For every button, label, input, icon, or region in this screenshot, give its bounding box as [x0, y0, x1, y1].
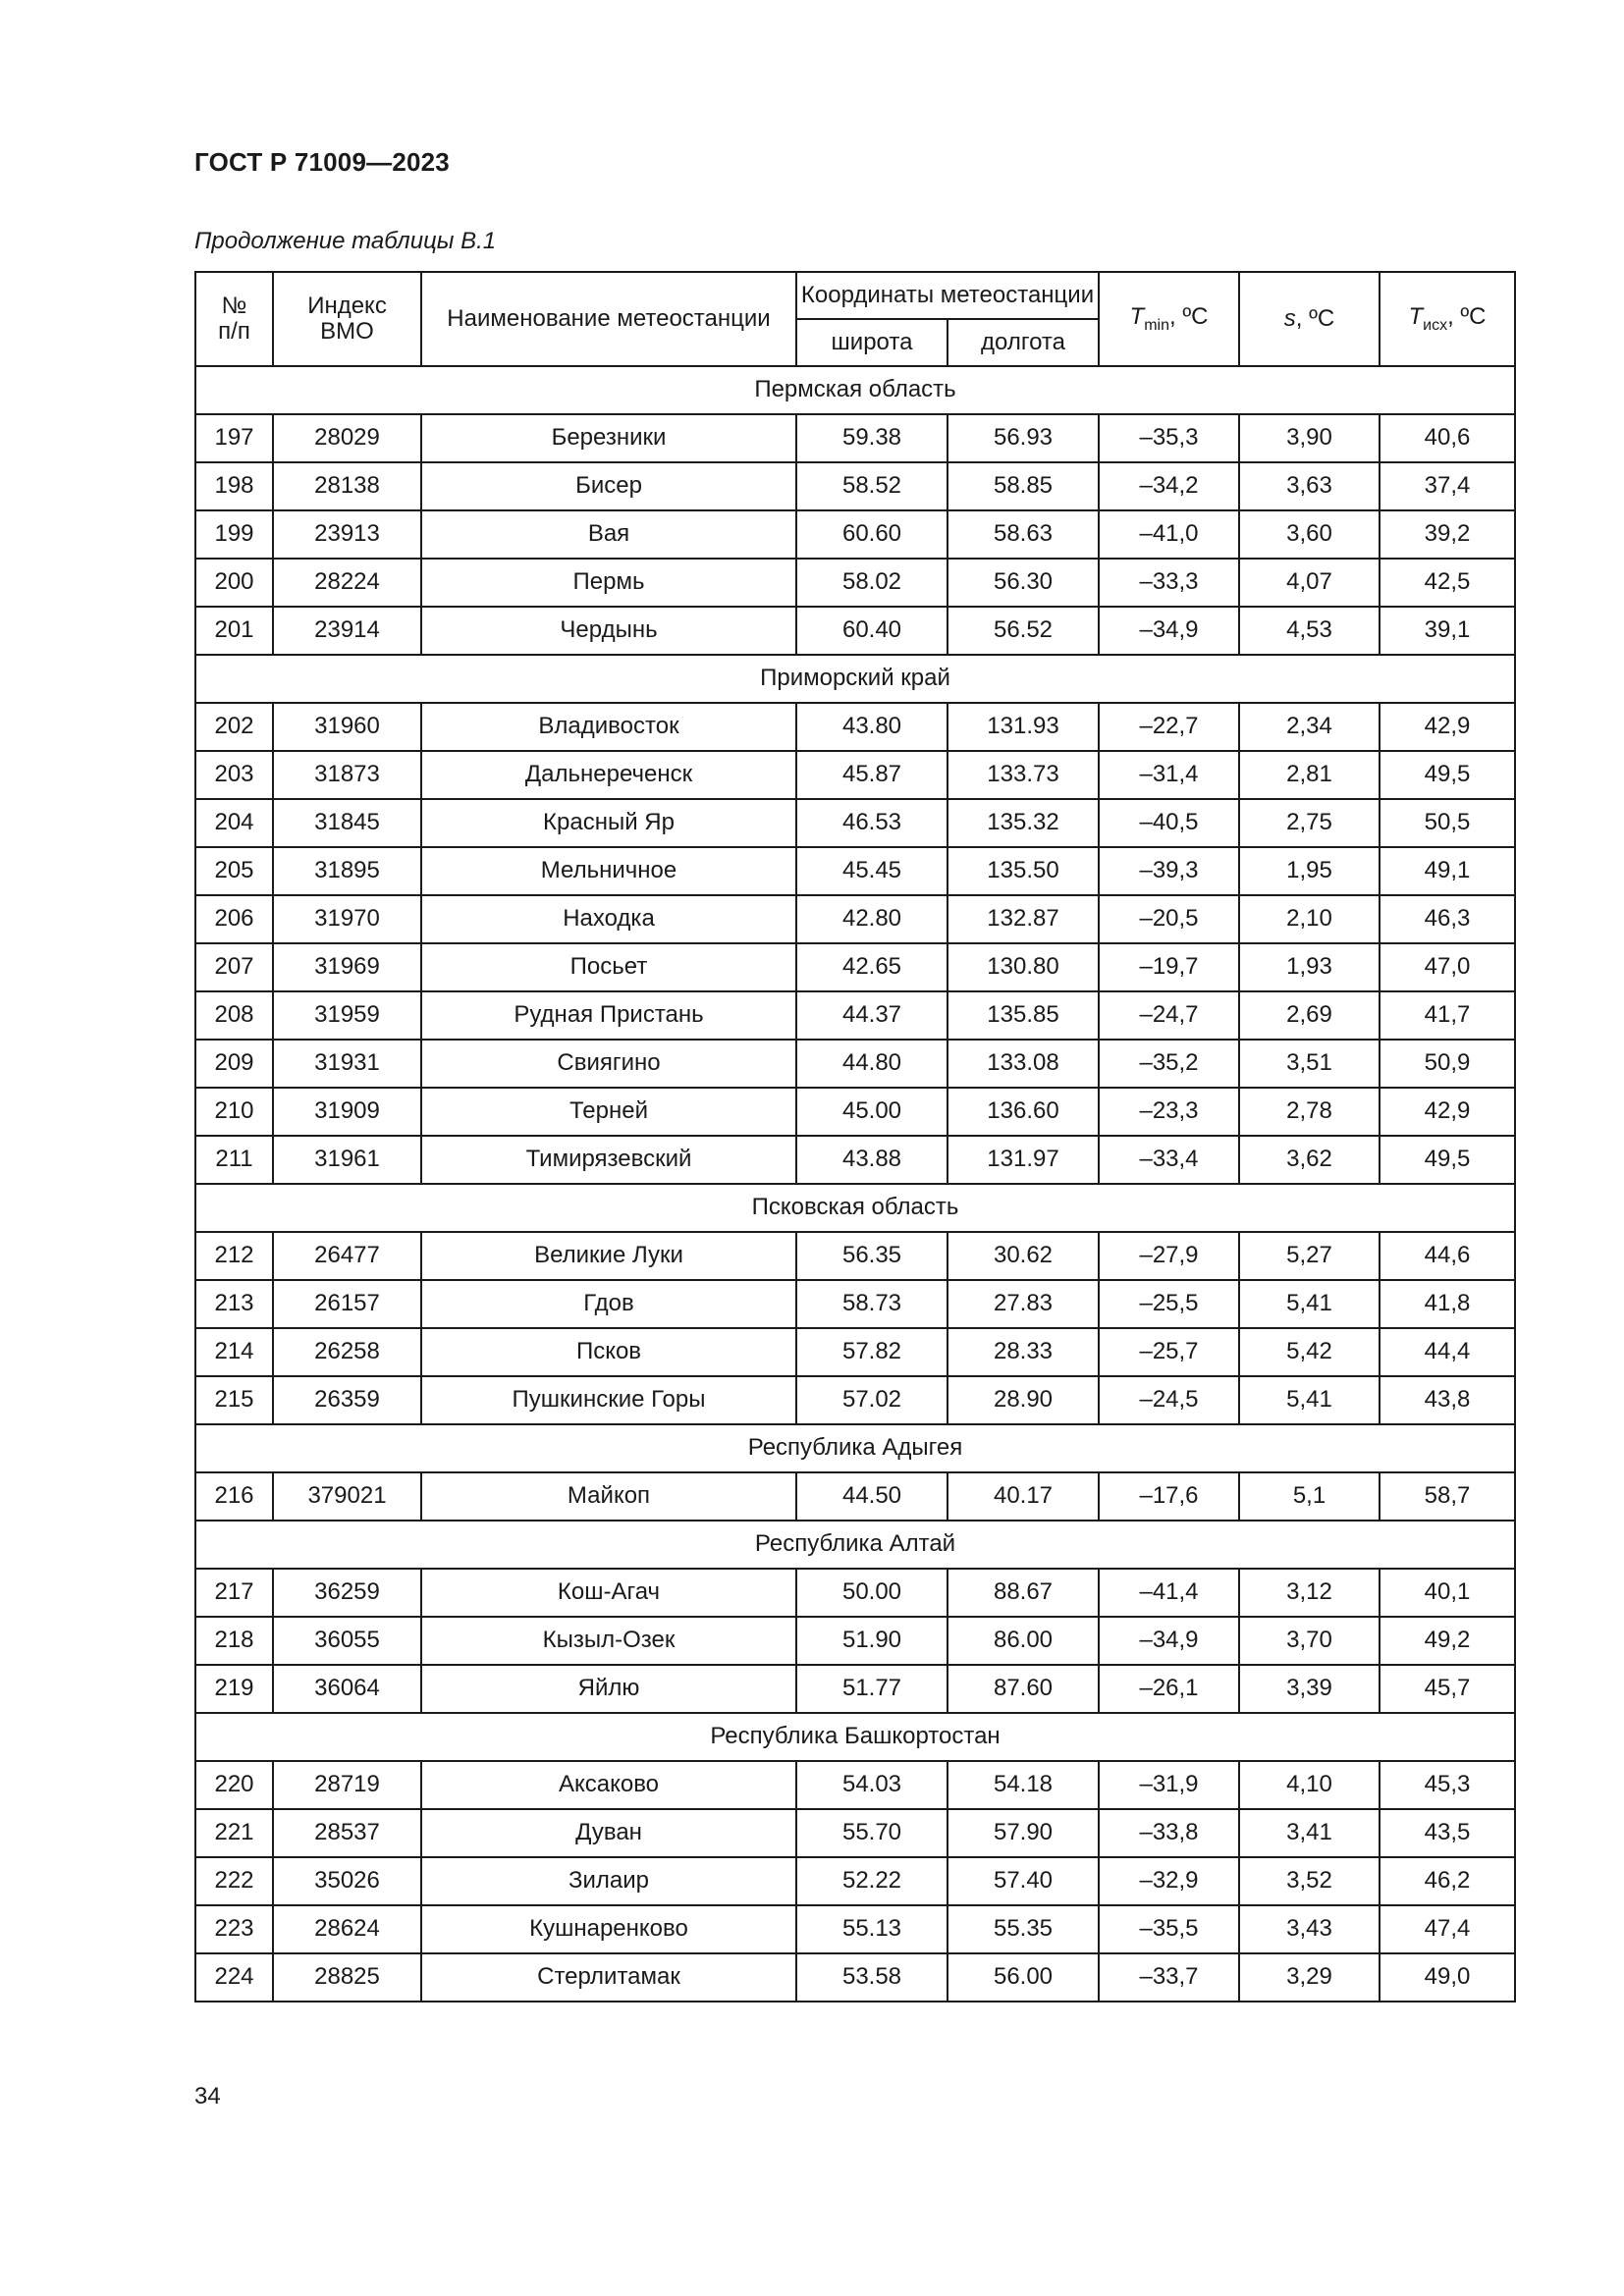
cell-s: 1,93 — [1239, 943, 1380, 991]
header-s-symbol: s — [1283, 304, 1296, 332]
cell-longitude: 56.00 — [947, 1953, 1099, 2002]
table-row — [195, 1040, 1515, 1088]
cell-tisx: 45,3 — [1380, 1761, 1515, 1809]
cell-tmin: –31,4 — [1099, 751, 1239, 799]
cell-tmin: –41,4 — [1099, 1569, 1239, 1617]
table-row — [195, 1328, 1515, 1376]
cell-s: 3,39 — [1239, 1665, 1380, 1713]
table-row — [195, 559, 1515, 607]
cell-s: 2,34 — [1239, 703, 1380, 751]
cell-s: 2,75 — [1239, 799, 1380, 847]
cell-latitude: 60.40 — [796, 607, 947, 655]
cell-station-name: Кызыл-Озек — [421, 1617, 796, 1665]
cell-wmo-index: 31961 — [273, 1136, 421, 1184]
cell-tmin: –24,7 — [1099, 991, 1239, 1040]
cell-tisx: 43,8 — [1380, 1376, 1515, 1424]
cell-s: 5,1 — [1239, 1472, 1380, 1521]
cell-wmo-index: 28624 — [273, 1905, 421, 1953]
table-row — [195, 510, 1515, 559]
cell-tisx: 49,5 — [1380, 1136, 1515, 1184]
cell-longitude: 135.32 — [947, 799, 1099, 847]
cell-station-name: Находка — [421, 895, 796, 943]
cell-tmin: –25,7 — [1099, 1328, 1239, 1376]
table-body — [195, 366, 1515, 2002]
cell-tisx: 41,7 — [1380, 991, 1515, 1040]
cell-number: 221 — [195, 1809, 273, 1857]
cell-number: 203 — [195, 751, 273, 799]
cell-tisx: 49,1 — [1380, 847, 1515, 895]
table-row — [195, 1857, 1515, 1905]
cell-tisx: 43,5 — [1380, 1809, 1515, 1857]
cell-tisx: 50,9 — [1380, 1040, 1515, 1088]
table-row — [195, 1905, 1515, 1953]
cell-number: 215 — [195, 1376, 273, 1424]
cell-s: 3,62 — [1239, 1136, 1380, 1184]
cell-tmin: –34,9 — [1099, 607, 1239, 655]
cell-latitude: 54.03 — [796, 1761, 947, 1809]
cell-wmo-index: 31960 — [273, 703, 421, 751]
cell-latitude: 55.13 — [796, 1905, 947, 1953]
header-wmo-line1: Индекс — [307, 292, 387, 319]
header-tisx-symbol: T — [1408, 302, 1424, 330]
header-tmin — [1099, 272, 1239, 366]
cell-wmo-index: 23913 — [273, 510, 421, 559]
header-tmin-unit: , ºС — [1169, 302, 1209, 330]
cell-number: 209 — [195, 1040, 273, 1088]
cell-station-name: Терней — [421, 1088, 796, 1136]
cell-latitude: 58.73 — [796, 1280, 947, 1328]
cell-station-name: Березники — [421, 414, 796, 462]
table-row — [195, 895, 1515, 943]
cell-wmo-index: 379021 — [273, 1472, 421, 1521]
cell-number: 218 — [195, 1617, 273, 1665]
table-row — [195, 1665, 1515, 1713]
cell-longitude: 86.00 — [947, 1617, 1099, 1665]
cell-number: 222 — [195, 1857, 273, 1905]
cell-s: 4,53 — [1239, 607, 1380, 655]
cell-longitude: 27.83 — [947, 1280, 1099, 1328]
table-row — [195, 1953, 1515, 2002]
header-number-line1: № — [221, 292, 247, 319]
cell-latitude: 56.35 — [796, 1232, 947, 1280]
cell-tisx: 50,5 — [1380, 799, 1515, 847]
cell-s: 5,41 — [1239, 1280, 1380, 1328]
cell-latitude: 58.52 — [796, 462, 947, 510]
table-row — [195, 1376, 1515, 1424]
table-row — [195, 1136, 1515, 1184]
cell-longitude: 133.73 — [947, 751, 1099, 799]
cell-latitude: 46.53 — [796, 799, 947, 847]
cell-latitude: 44.80 — [796, 1040, 947, 1088]
cell-station-name: Дуван — [421, 1809, 796, 1857]
cell-s: 3,70 — [1239, 1617, 1380, 1665]
region-row — [195, 1184, 1515, 1232]
region-row — [195, 366, 1515, 414]
table-caption: Продолжение таблицы В.1 — [194, 228, 497, 254]
cell-number: 224 — [195, 1953, 273, 2002]
cell-s: 3,43 — [1239, 1905, 1380, 1953]
cell-s: 3,12 — [1239, 1569, 1380, 1617]
cell-longitude: 30.62 — [947, 1232, 1099, 1280]
cell-wmo-index: 36055 — [273, 1617, 421, 1665]
cell-tisx: 49,2 — [1380, 1617, 1515, 1665]
cell-number: 212 — [195, 1232, 273, 1280]
cell-station-name: Кош-Агач — [421, 1569, 796, 1617]
table-row — [195, 943, 1515, 991]
header-coordinates: Координаты метеостанции — [796, 272, 1099, 319]
cell-station-name: Великие Луки — [421, 1232, 796, 1280]
cell-s: 4,10 — [1239, 1761, 1380, 1809]
cell-tmin: –17,6 — [1099, 1472, 1239, 1521]
cell-s: 2,10 — [1239, 895, 1380, 943]
cell-tmin: –34,2 — [1099, 462, 1239, 510]
cell-tisx: 46,3 — [1380, 895, 1515, 943]
table-row — [195, 1809, 1515, 1857]
cell-station-name: Аксаково — [421, 1761, 796, 1809]
cell-wmo-index: 31845 — [273, 799, 421, 847]
cell-s: 3,52 — [1239, 1857, 1380, 1905]
table-row — [195, 799, 1515, 847]
cell-latitude: 45.45 — [796, 847, 947, 895]
region-row — [195, 1424, 1515, 1472]
cell-number: 216 — [195, 1472, 273, 1521]
cell-s: 2,81 — [1239, 751, 1380, 799]
cell-station-name: Бисер — [421, 462, 796, 510]
cell-wmo-index: 26477 — [273, 1232, 421, 1280]
header-tmin-symbol: T — [1129, 302, 1145, 330]
cell-number: 206 — [195, 895, 273, 943]
cell-latitude: 58.02 — [796, 559, 947, 607]
table-row — [195, 1088, 1515, 1136]
table-row — [195, 703, 1515, 751]
table-header-row — [195, 272, 1515, 319]
cell-tmin: –32,9 — [1099, 1857, 1239, 1905]
cell-tisx: 37,4 — [1380, 462, 1515, 510]
cell-latitude: 42.80 — [796, 895, 947, 943]
cell-station-name: Майкоп — [421, 1472, 796, 1521]
stations-table — [194, 271, 1516, 2002]
cell-longitude: 58.85 — [947, 462, 1099, 510]
cell-latitude: 42.65 — [796, 943, 947, 991]
cell-latitude: 44.50 — [796, 1472, 947, 1521]
cell-latitude: 60.60 — [796, 510, 947, 559]
cell-tisx: 39,1 — [1380, 607, 1515, 655]
cell-wmo-index: 31959 — [273, 991, 421, 1040]
cell-tmin: –31,9 — [1099, 1761, 1239, 1809]
cell-longitude: 55.35 — [947, 1905, 1099, 1953]
table-row — [195, 847, 1515, 895]
cell-latitude: 43.88 — [796, 1136, 947, 1184]
cell-latitude: 53.58 — [796, 1953, 947, 2002]
cell-longitude: 133.08 — [947, 1040, 1099, 1088]
cell-wmo-index: 28224 — [273, 559, 421, 607]
table-row — [195, 1617, 1515, 1665]
cell-longitude: 135.85 — [947, 991, 1099, 1040]
cell-tmin: –22,7 — [1099, 703, 1239, 751]
table-row — [195, 1280, 1515, 1328]
cell-longitude: 88.67 — [947, 1569, 1099, 1617]
cell-wmo-index: 26157 — [273, 1280, 421, 1328]
cell-wmo-index: 28825 — [273, 1953, 421, 2002]
cell-tmin: –35,5 — [1099, 1905, 1239, 1953]
cell-s: 5,41 — [1239, 1376, 1380, 1424]
header-wmo-line2: ВМО — [320, 318, 374, 345]
cell-latitude: 51.77 — [796, 1665, 947, 1713]
header-s-unit: , ºС — [1295, 304, 1335, 332]
cell-station-name: Кушнаренково — [421, 1905, 796, 1953]
cell-wmo-index: 31895 — [273, 847, 421, 895]
header-wmo-index — [273, 272, 421, 366]
document-title: ГОСТ Р 71009—2023 — [194, 147, 450, 177]
header-station-name: Наименование метеостанции — [421, 272, 796, 366]
table-row — [195, 751, 1515, 799]
cell-tisx: 46,2 — [1380, 1857, 1515, 1905]
table-row — [195, 1761, 1515, 1809]
cell-number: 199 — [195, 510, 273, 559]
cell-wmo-index: 26258 — [273, 1328, 421, 1376]
cell-longitude: 56.30 — [947, 559, 1099, 607]
cell-longitude: 58.63 — [947, 510, 1099, 559]
cell-tisx: 49,5 — [1380, 751, 1515, 799]
table-row — [195, 607, 1515, 655]
header-longitude: долгота — [947, 319, 1099, 366]
page-number: 34 — [194, 2083, 221, 2109]
cell-s: 2,78 — [1239, 1088, 1380, 1136]
cell-latitude: 45.87 — [796, 751, 947, 799]
cell-number: 210 — [195, 1088, 273, 1136]
cell-tisx: 44,6 — [1380, 1232, 1515, 1280]
cell-s: 3,90 — [1239, 414, 1380, 462]
cell-number: 217 — [195, 1569, 273, 1617]
cell-latitude: 43.80 — [796, 703, 947, 751]
cell-number: 205 — [195, 847, 273, 895]
cell-s: 5,42 — [1239, 1328, 1380, 1376]
cell-longitude: 130.80 — [947, 943, 1099, 991]
cell-tisx: 58,7 — [1380, 1472, 1515, 1521]
cell-tisx: 42,9 — [1380, 703, 1515, 751]
cell-tmin: –24,5 — [1099, 1376, 1239, 1424]
cell-latitude: 51.90 — [796, 1617, 947, 1665]
cell-tmin: –34,9 — [1099, 1617, 1239, 1665]
cell-tmin: –33,3 — [1099, 559, 1239, 607]
table-row — [195, 414, 1515, 462]
cell-s: 3,63 — [1239, 462, 1380, 510]
region-name: Псковская область — [195, 1184, 1515, 1232]
region-name: Приморский край — [195, 655, 1515, 703]
cell-tisx: 42,9 — [1380, 1088, 1515, 1136]
cell-longitude: 57.40 — [947, 1857, 1099, 1905]
cell-number: 198 — [195, 462, 273, 510]
cell-station-name: Посьет — [421, 943, 796, 991]
header-latitude: широта — [796, 319, 947, 366]
cell-tisx: 45,7 — [1380, 1665, 1515, 1713]
cell-tisx: 40,6 — [1380, 414, 1515, 462]
cell-number: 204 — [195, 799, 273, 847]
cell-tmin: –33,8 — [1099, 1809, 1239, 1857]
cell-latitude: 50.00 — [796, 1569, 947, 1617]
header-tisx — [1380, 272, 1515, 366]
cell-number: 201 — [195, 607, 273, 655]
header-tisx-subscript: исх — [1423, 316, 1448, 334]
header-number-line2: п/п — [218, 318, 250, 345]
cell-tisx: 41,8 — [1380, 1280, 1515, 1328]
cell-tmin: –40,5 — [1099, 799, 1239, 847]
table-row — [195, 1232, 1515, 1280]
cell-s: 1,95 — [1239, 847, 1380, 895]
cell-tmin: –27,9 — [1099, 1232, 1239, 1280]
cell-latitude: 59.38 — [796, 414, 947, 462]
region-row — [195, 1713, 1515, 1761]
cell-station-name: Пушкинские Горы — [421, 1376, 796, 1424]
cell-station-name: Рудная Пристань — [421, 991, 796, 1040]
cell-station-name: Яйлю — [421, 1665, 796, 1713]
cell-longitude: 131.97 — [947, 1136, 1099, 1184]
cell-longitude: 28.33 — [947, 1328, 1099, 1376]
cell-tmin: –35,3 — [1099, 414, 1239, 462]
table-row — [195, 462, 1515, 510]
cell-wmo-index: 31931 — [273, 1040, 421, 1088]
cell-wmo-index: 31909 — [273, 1088, 421, 1136]
cell-wmo-index: 31969 — [273, 943, 421, 991]
cell-number: 213 — [195, 1280, 273, 1328]
header-number — [195, 272, 273, 366]
cell-station-name: Псков — [421, 1328, 796, 1376]
cell-longitude: 135.50 — [947, 847, 1099, 895]
cell-station-name: Дальнереченск — [421, 751, 796, 799]
cell-latitude: 44.37 — [796, 991, 947, 1040]
cell-s: 3,29 — [1239, 1953, 1380, 2002]
cell-number: 214 — [195, 1328, 273, 1376]
cell-tmin: –33,4 — [1099, 1136, 1239, 1184]
header-tisx-unit: , ºС — [1447, 302, 1487, 330]
cell-tisx: 47,4 — [1380, 1905, 1515, 1953]
cell-tisx: 49,0 — [1380, 1953, 1515, 2002]
cell-latitude: 57.02 — [796, 1376, 947, 1424]
header-tmin-subscript: min — [1144, 316, 1169, 334]
cell-tmin: –26,1 — [1099, 1665, 1239, 1713]
cell-number: 197 — [195, 414, 273, 462]
cell-longitude: 40.17 — [947, 1472, 1099, 1521]
cell-station-name: Красный Яр — [421, 799, 796, 847]
cell-station-name: Вая — [421, 510, 796, 559]
table-row — [195, 1472, 1515, 1521]
cell-longitude: 131.93 — [947, 703, 1099, 751]
cell-s: 4,07 — [1239, 559, 1380, 607]
cell-wmo-index: 28029 — [273, 414, 421, 462]
cell-tmin: –23,3 — [1099, 1088, 1239, 1136]
cell-longitude: 54.18 — [947, 1761, 1099, 1809]
region-name: Республика Алтай — [195, 1521, 1515, 1569]
cell-s: 2,69 — [1239, 991, 1380, 1040]
cell-longitude: 56.93 — [947, 414, 1099, 462]
cell-station-name: Тимирязевский — [421, 1136, 796, 1184]
cell-longitude: 57.90 — [947, 1809, 1099, 1857]
cell-number: 219 — [195, 1665, 273, 1713]
cell-tisx: 39,2 — [1380, 510, 1515, 559]
cell-station-name: Владивосток — [421, 703, 796, 751]
cell-latitude: 55.70 — [796, 1809, 947, 1857]
cell-wmo-index: 23914 — [273, 607, 421, 655]
cell-station-name: Гдов — [421, 1280, 796, 1328]
table-row — [195, 991, 1515, 1040]
cell-wmo-index: 36259 — [273, 1569, 421, 1617]
cell-station-name: Свиягино — [421, 1040, 796, 1088]
region-name: Республика Башкортостан — [195, 1713, 1515, 1761]
cell-tmin: –33,7 — [1099, 1953, 1239, 2002]
cell-longitude: 28.90 — [947, 1376, 1099, 1424]
cell-longitude: 132.87 — [947, 895, 1099, 943]
cell-tmin: –25,5 — [1099, 1280, 1239, 1328]
cell-wmo-index: 28138 — [273, 462, 421, 510]
cell-number: 223 — [195, 1905, 273, 1953]
cell-tmin: –19,7 — [1099, 943, 1239, 991]
cell-wmo-index: 31873 — [273, 751, 421, 799]
cell-wmo-index: 35026 — [273, 1857, 421, 1905]
region-name: Пермская область — [195, 366, 1515, 414]
header-s — [1239, 272, 1380, 366]
cell-s: 3,51 — [1239, 1040, 1380, 1088]
cell-tmin: –20,5 — [1099, 895, 1239, 943]
cell-number: 200 — [195, 559, 273, 607]
cell-station-name: Чердынь — [421, 607, 796, 655]
cell-tisx: 42,5 — [1380, 559, 1515, 607]
cell-tmin: –39,3 — [1099, 847, 1239, 895]
cell-tisx: 40,1 — [1380, 1569, 1515, 1617]
cell-wmo-index: 31970 — [273, 895, 421, 943]
cell-station-name: Мельничное — [421, 847, 796, 895]
cell-station-name: Зилаир — [421, 1857, 796, 1905]
cell-longitude: 87.60 — [947, 1665, 1099, 1713]
cell-number: 202 — [195, 703, 273, 751]
cell-longitude: 56.52 — [947, 607, 1099, 655]
cell-number: 220 — [195, 1761, 273, 1809]
cell-tmin: –41,0 — [1099, 510, 1239, 559]
cell-wmo-index: 26359 — [273, 1376, 421, 1424]
cell-tisx: 47,0 — [1380, 943, 1515, 991]
region-name: Республика Адыгея — [195, 1424, 1515, 1472]
cell-s: 3,41 — [1239, 1809, 1380, 1857]
cell-wmo-index: 28537 — [273, 1809, 421, 1857]
table-row — [195, 1569, 1515, 1617]
region-row — [195, 655, 1515, 703]
cell-latitude: 52.22 — [796, 1857, 947, 1905]
cell-number: 211 — [195, 1136, 273, 1184]
cell-number: 208 — [195, 991, 273, 1040]
cell-number: 207 — [195, 943, 273, 991]
cell-wmo-index: 36064 — [273, 1665, 421, 1713]
region-row — [195, 1521, 1515, 1569]
cell-station-name: Пермь — [421, 559, 796, 607]
cell-longitude: 136.60 — [947, 1088, 1099, 1136]
cell-wmo-index: 28719 — [273, 1761, 421, 1809]
cell-s: 3,60 — [1239, 510, 1380, 559]
cell-s: 5,27 — [1239, 1232, 1380, 1280]
cell-tisx: 44,4 — [1380, 1328, 1515, 1376]
cell-station-name: Стерлитамак — [421, 1953, 796, 2002]
cell-tmin: –35,2 — [1099, 1040, 1239, 1088]
cell-latitude: 45.00 — [796, 1088, 947, 1136]
cell-latitude: 57.82 — [796, 1328, 947, 1376]
